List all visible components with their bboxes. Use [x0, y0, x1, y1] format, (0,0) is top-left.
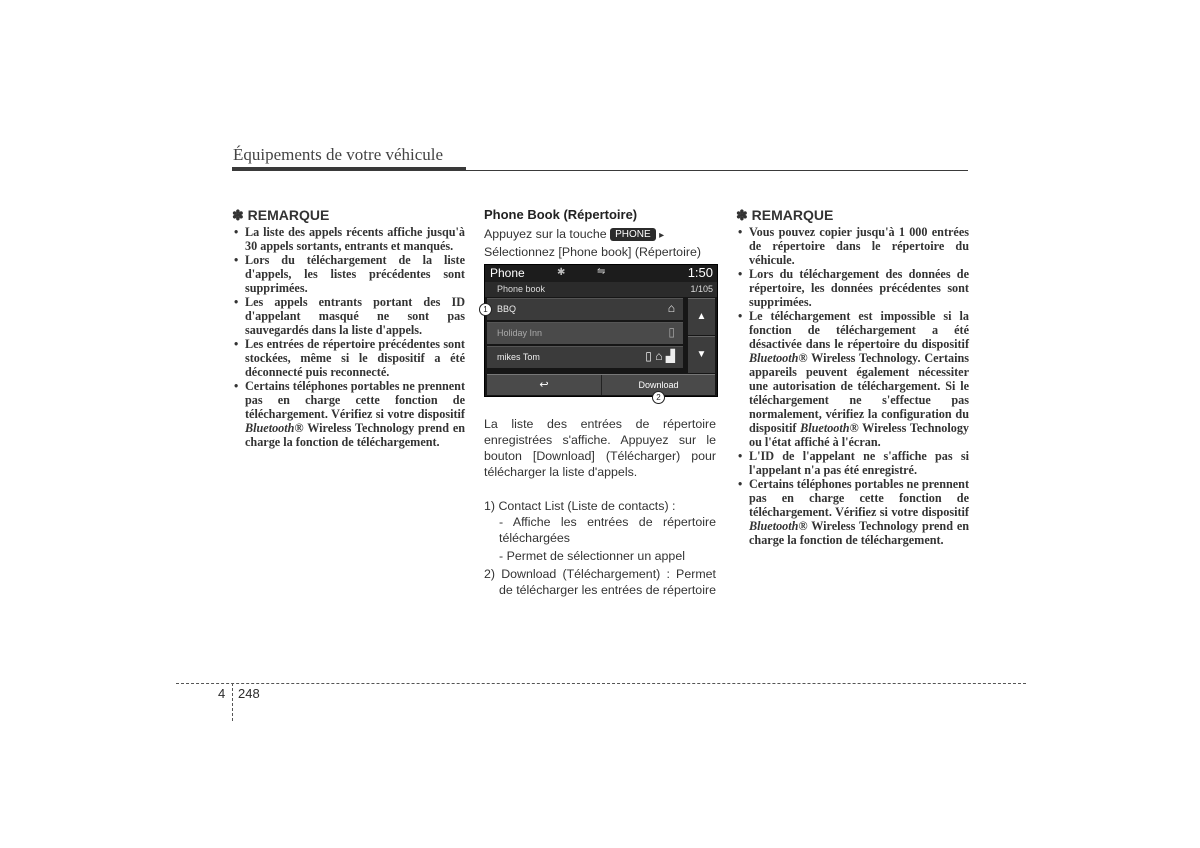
- note-item: • Vous pouvez copier jusqu'à 1 000 entrées de répertoire dans le répertoire du véhicule.: [736, 225, 969, 267]
- phonebook-column: [484, 207, 717, 260]
- contact-name: mikes Tom: [497, 352, 540, 362]
- right-note-column: [736, 207, 969, 547]
- note-item: • Les appels entrants portant des ID d'appelant masqué ne sont pas sauvegardés dans la liste d'appels.: [232, 295, 465, 337]
- header-rule: [232, 170, 968, 171]
- contact-name: Holiday Inn: [497, 328, 543, 338]
- note-item: • Lors du téléchargement de la liste d'appels, les listes précédentes sont supprimées.: [232, 253, 465, 295]
- chapter-number: 4: [218, 686, 226, 701]
- screen-subtitle: Phone book: [497, 284, 546, 294]
- usb-icon: ⇋: [597, 266, 606, 277]
- page-number: 248: [238, 686, 260, 701]
- bluetooth-icon: ✱: [557, 267, 566, 278]
- note-text: Wireless Technology prend en charge la fonction de téléchargement.: [245, 421, 466, 449]
- note-list: [736, 225, 969, 547]
- phone-type-icons: ▯ ⌂ ▟: [645, 349, 675, 363]
- bluetooth-term: Bluetooth®: [245, 421, 304, 435]
- callout-1: 1: [479, 303, 492, 316]
- screen-status-bar: [485, 265, 717, 282]
- list-item-download: 2) Download (Téléchargement) : Permet de télécharger les entrées de répertoire: [484, 567, 716, 597]
- note-item: • L'ID de l'appelant ne s'affiche pas si l'appelant n'a pas été enregistré.: [736, 449, 969, 477]
- bluetooth-term: Bluetooth®: [800, 421, 859, 435]
- note-title: ✽ REMARQUE: [736, 207, 834, 223]
- note-list: [232, 225, 465, 449]
- note-text: Certains téléphones portables ne prennent pas en charge cette fonction de téléchargement. Vérifiez si votre dispositif: [245, 379, 465, 421]
- note-text: Le téléchargement est impossible si la fonction de téléchargement a été désactivée dans le répertoire du dispositif: [749, 309, 969, 351]
- screen-title: Phone: [490, 266, 525, 280]
- screen-subheader: [485, 282, 717, 297]
- bluetooth-term: Bluetooth®: [749, 519, 808, 533]
- phonebook-screen: [484, 264, 718, 397]
- scroll-down-button[interactable]: ▼: [688, 336, 715, 373]
- note-text: Wireless Technology prend en charge la fonction de téléchargement.: [749, 519, 970, 547]
- note-item: [232, 379, 465, 449]
- callout-2: 2: [652, 391, 665, 404]
- note-item: [736, 477, 969, 547]
- arrow-right-icon: ▸: [659, 230, 665, 241]
- note-text: Wireless Technology ou l'état affiché à l'écran.: [749, 421, 970, 449]
- note-title: ✽ REMARQUE: [232, 207, 330, 223]
- screen-bottom-bar: [487, 374, 715, 395]
- list-item-contact-list: 1) Contact List (Liste de contacts) :: [484, 499, 676, 513]
- phone-key-label: PHONE: [610, 228, 656, 241]
- page-header-title: Équipements de votre véhicule: [233, 145, 444, 164]
- note-item: [736, 309, 969, 449]
- download-button[interactable]: Download: [638, 380, 679, 390]
- section-title: Phone Book (Répertoire): [484, 207, 638, 222]
- intro-text-a: Appuyez sur la touche: [484, 227, 607, 241]
- contact-row[interactable]: [487, 298, 683, 320]
- phonebook-description: [484, 416, 716, 598]
- list-subitem: - Permet de sélectionner un appel: [499, 549, 685, 563]
- contact-row[interactable]: [487, 346, 683, 368]
- note-text: Certains téléphones portables ne prennent pas en charge cette fonction de téléchargement. Vérifiez si votre dispositif: [749, 477, 969, 519]
- scroll-up-button[interactable]: ▲: [688, 298, 715, 335]
- contact-row[interactable]: [487, 322, 683, 344]
- contact-count: 1/105: [690, 284, 713, 294]
- contact-name: BBQ: [497, 304, 517, 314]
- intro-text: [484, 226, 717, 260]
- left-note-column: [232, 207, 465, 449]
- footer-divider: [232, 683, 233, 721]
- home-icon: ⌂: [667, 301, 675, 315]
- list-subitem: - Affiche les entrées de répertoire téléchargées: [499, 515, 716, 545]
- note-item: • Lors du téléchargement des données de répertoire, les données précédentes sont supprimées.: [736, 267, 969, 309]
- note-item: • Les entrées de répertoire précédentes sont stockées, même si le dispositif a été déconnecté puis reconnecté.: [232, 337, 465, 379]
- description-paragraph: La liste des entrées de répertoire enregistrées s'affiche. Appuyez sur le bouton [Download] (Télécharger) pour télécharger la liste d'appels.: [484, 417, 716, 479]
- intro-text-b: Sélectionnez [Phone book] (Répertoire): [484, 245, 701, 259]
- bluetooth-term: Bluetooth®: [749, 351, 808, 365]
- screen-clock: 1:50: [687, 265, 713, 280]
- note-text: Wireless Technology. Certains appareils peuvent également nécessiter une autorisation de téléchargement. Si le téléchargement ne s'effectue pas normalement, vérifiez la configuration du dispositif: [749, 351, 970, 435]
- back-button[interactable]: ↩: [487, 375, 602, 395]
- note-item: • La liste des appels récents affiche jusqu'à 30 appels sortants, entrants et manqués.: [232, 225, 465, 253]
- mobile-icon: ▯: [668, 325, 675, 339]
- footer-rule: [176, 683, 1026, 684]
